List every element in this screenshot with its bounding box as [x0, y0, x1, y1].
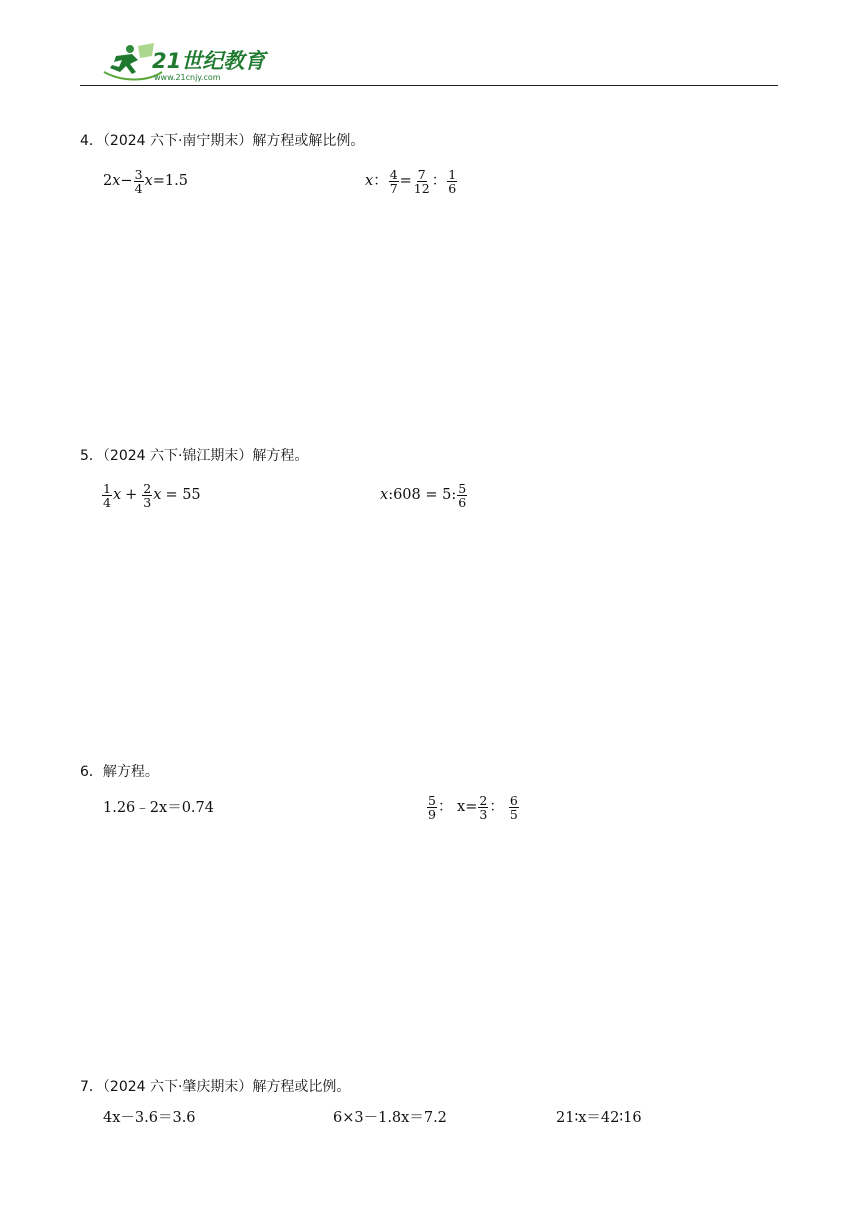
fraction: $\frac{5}{9}$ — [428, 793, 436, 822]
fraction: $\frac{1}{4}$ — [103, 481, 111, 510]
question-4-equation-2: x ： $\frac{4}{7}$ = $\frac{7}{12}$ ： $\frac{1}{6}$ — [365, 167, 457, 196]
question-6-equation-2: $\frac{5}{9}$ ： x= $\frac{2}{3}$ ： $\frac{6}{5}$ — [428, 793, 518, 822]
question-5-equation-1: $\frac{1}{4}$ x + $\frac{2}{3}$ x = 55 — [103, 481, 201, 510]
fraction: $\frac{2}{3}$ — [143, 481, 152, 510]
question-7-equation-3: 21∶x＝42∶16 — [556, 1110, 642, 1126]
question-7-title: 7．（2024 六下·肇庆期末）解方程或比例。 — [80, 1079, 351, 1095]
header-rule — [80, 85, 778, 86]
fraction: $\frac{2}{3}$ — [479, 793, 488, 822]
fraction: $\frac{3}{4}$ — [134, 167, 143, 196]
logo-url: www.21cnjy.com — [154, 73, 221, 82]
question-5-equation-2: x :608 = 5: $\frac{5}{6}$ — [380, 481, 467, 510]
question-6-equation-1: 1.26﹣2x＝0.74 — [103, 800, 214, 816]
question-6-title: 6．解方程。 — [80, 764, 159, 780]
question-4-title: 4．（2024 六下·南宁期末）解方程或解比例。 — [80, 133, 365, 149]
question-7-equation-2: 6×3－1.8x＝7.2 — [333, 1110, 447, 1126]
fraction: $\frac{1}{6}$ — [448, 167, 457, 196]
logo-text: 21世纪教育 — [152, 49, 266, 73]
question-4-equation-1: 2 x − $\frac{3}{4}$ x =1.5 — [103, 167, 188, 196]
fraction: $\frac{6}{5}$ — [509, 793, 518, 822]
fraction: $\frac{5}{6}$ — [458, 481, 467, 510]
runner-logo-icon — [102, 42, 277, 84]
fraction: $\frac{4}{7}$ — [389, 167, 398, 196]
question-5-title: 5．（2024 六下·锦江期末）解方程。 — [80, 448, 309, 464]
site-logo — [102, 42, 277, 84]
question-7-equation-1: 4x－3.6＝3.6 — [103, 1110, 196, 1126]
fraction: $\frac{7}{12}$ — [413, 167, 430, 196]
